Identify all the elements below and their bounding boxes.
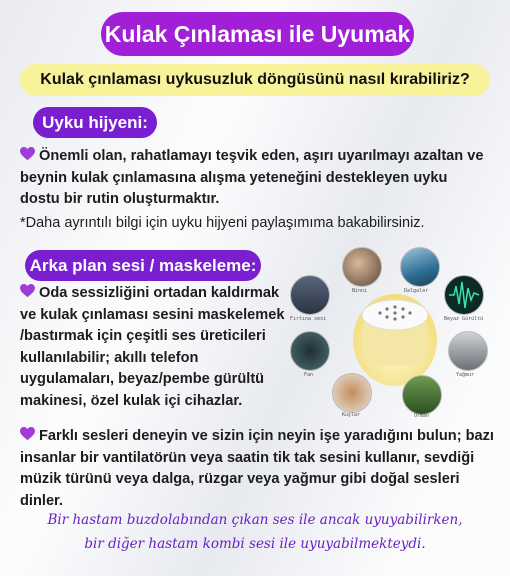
- masking-tip: [20, 426, 505, 512]
- footer-line-1: Bir hastam buzdolabından çıkan ses ile ancak uyuyabilirken,: [47, 512, 463, 528]
- masking-tip-text: Farklı sesleri deneyin ve sizin için neyin işe yaradığını bulun; bazı insanlar bir vantilatörün veya saatin tik tak sesini kullanır, sevdiği müzik türünü veya dalga, rüzgar veya yağmur gibi doğal sesleri dinler.: [20, 428, 494, 509]
- masking-body: [20, 283, 292, 412]
- label-birds: Kuşlar: [342, 412, 361, 418]
- label-rain: Yağmur: [456, 372, 475, 378]
- question-banner: Kulak çınlaması uykusuzluk döngüsünü nasıl kırabiliriz?: [20, 64, 490, 96]
- waves-image: [400, 247, 440, 287]
- label-white-noise: Beyaz Gürültü: [444, 316, 484, 322]
- sleep-hygiene-text: Önemli olan, rahatlamayı teşvik eden, aşırı uyarılmayı azaltan ve beynin kulak çınlamasına alışma yeteneğini destekleyen uyku dostu bir rutin oluşturmaktır.: [20, 148, 484, 207]
- sleep-hygiene-heading: Uyku hijyeni:: [33, 107, 157, 138]
- fan-image: [290, 331, 330, 371]
- rain-image: [448, 331, 488, 371]
- label-waves: Dalgalar: [404, 288, 429, 294]
- purple-heart-icon: [20, 147, 35, 161]
- masking-text: Oda sessizliğini ortadan kaldırmak ve kulak çınlaması sesini maskelemek /bastırmak için çeşitli ses üreticileri kullanılabilir; akıllı telefon uygulamaları, beyaz/pembe gürültü makinesi, özel kulak içi cihazlar.: [20, 285, 285, 409]
- purple-heart-icon: [20, 427, 35, 441]
- sound-machine-diagram: [290, 245, 500, 420]
- masking-heading: Arka plan sesi / maskeleme:: [25, 250, 261, 281]
- footer-quote: [0, 508, 510, 556]
- forest-image: [402, 375, 442, 415]
- label-fan: Fan: [304, 372, 314, 378]
- birds-image: [332, 373, 372, 413]
- lullaby-image: [342, 247, 382, 287]
- footer-line-2: bir diğer hastam kombi sesi ile uyuyabilmekteydi.: [84, 536, 426, 552]
- sleep-hygiene-note: *Daha ayrıntılı bilgi için uyku hijyeni paylaşımıma bakabilirsiniz.: [20, 215, 425, 231]
- page-title: Kulak Çınlaması ile Uyumak: [101, 12, 414, 56]
- label-storm: Fırtına sesi: [290, 316, 327, 322]
- purple-heart-icon: [20, 284, 35, 298]
- label-lullaby: Ninni: [352, 288, 368, 294]
- label-forest: Orman: [414, 413, 430, 419]
- storm-image: [290, 275, 330, 315]
- sleep-hygiene-body: [20, 146, 490, 211]
- white-noise-image: [444, 275, 484, 315]
